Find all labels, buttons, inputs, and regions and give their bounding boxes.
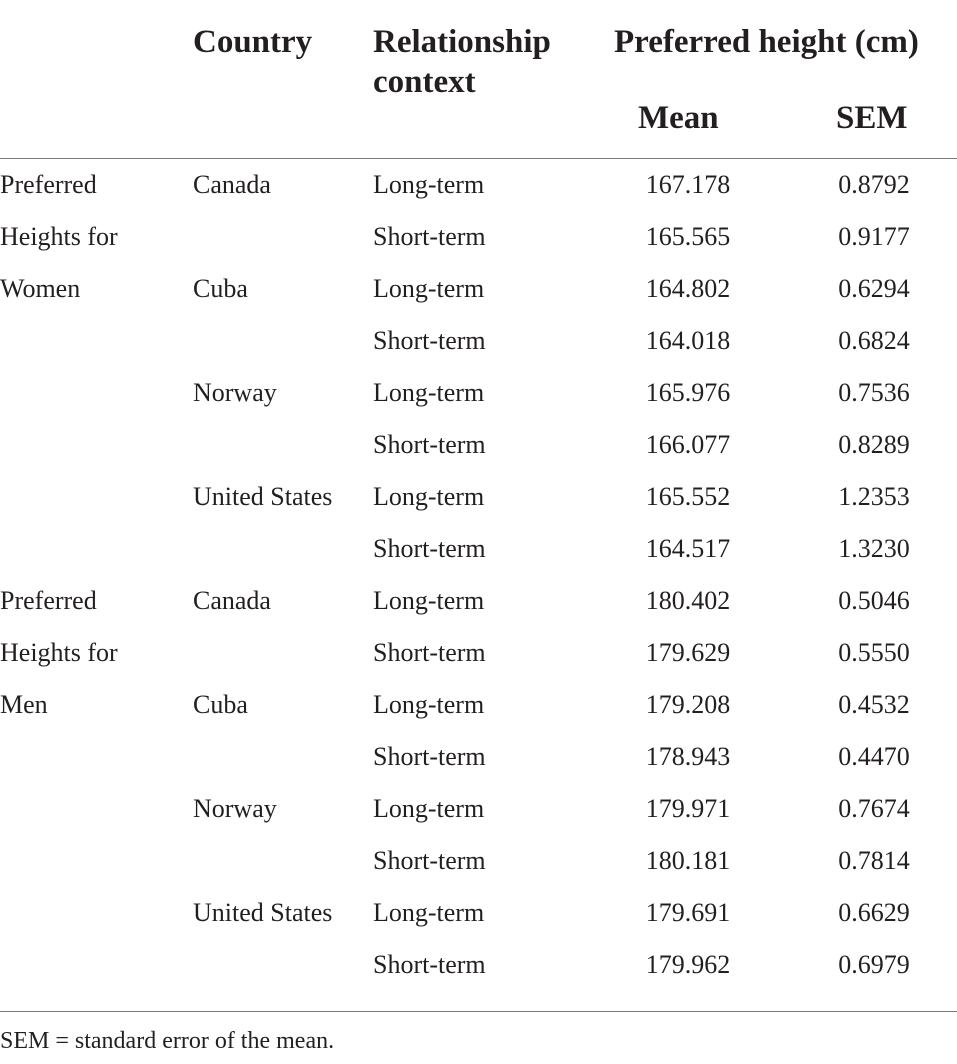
row-mean: 164.018 — [645, 326, 731, 355]
row-country: Cuba — [193, 690, 248, 719]
row-context: Long-term — [373, 274, 485, 303]
row-sem: 0.8792 — [838, 170, 910, 199]
row-mean: 179.629 — [645, 638, 731, 667]
row-context: Long-term — [373, 794, 485, 823]
row-mean: 179.691 — [645, 898, 731, 927]
row-context: Short-term — [373, 950, 486, 979]
row-country: United States — [193, 482, 333, 511]
row-context: Short-term — [373, 846, 486, 875]
row-context: Long-term — [373, 378, 485, 407]
group-men-line3: Men — [0, 690, 48, 719]
row-mean: 180.181 — [645, 846, 731, 875]
group-women-line3: Women — [0, 274, 81, 303]
group-women-line2: Heights for — [0, 222, 118, 251]
row-country: Cuba — [193, 274, 248, 303]
row-sem: 1.2353 — [838, 482, 910, 511]
header-mean: Mean — [638, 100, 719, 136]
row-mean: 166.077 — [645, 430, 731, 459]
bottom-rule — [0, 1011, 957, 1012]
group-men-line2: Heights for — [0, 638, 118, 667]
header-preferred-height: Preferred height (cm) — [614, 24, 919, 60]
row-sem: 0.6294 — [838, 274, 910, 303]
row-sem: 1.3230 — [838, 534, 910, 563]
row-mean: 179.208 — [645, 690, 731, 719]
row-sem: 0.5046 — [838, 586, 910, 615]
row-sem: 0.4470 — [838, 742, 910, 771]
row-mean: 165.552 — [645, 482, 731, 511]
row-country: Canada — [193, 586, 271, 615]
row-mean: 164.517 — [645, 534, 731, 563]
row-sem: 0.7536 — [838, 378, 910, 407]
header-sem: SEM — [836, 100, 908, 136]
row-mean: 164.802 — [645, 274, 731, 303]
row-context: Short-term — [373, 326, 486, 355]
row-country: Norway — [193, 378, 277, 407]
row-context: Long-term — [373, 586, 485, 615]
row-country: Canada — [193, 170, 271, 199]
row-country: United States — [193, 898, 333, 927]
row-context: Short-term — [373, 222, 486, 251]
row-sem: 0.9177 — [838, 222, 910, 251]
row-context: Long-term — [373, 690, 485, 719]
row-mean: 178.943 — [645, 742, 731, 771]
row-context: Long-term — [373, 482, 485, 511]
row-context: Long-term — [373, 898, 485, 927]
row-mean: 165.565 — [645, 222, 731, 251]
row-sem: 0.5550 — [838, 638, 910, 667]
row-context: Long-term — [373, 170, 485, 199]
row-mean: 180.402 — [645, 586, 731, 615]
row-sem: 0.7674 — [838, 794, 910, 823]
row-sem: 0.8289 — [838, 430, 910, 459]
row-context: Short-term — [373, 534, 486, 563]
row-sem: 0.6979 — [838, 950, 910, 979]
row-context: Short-term — [373, 430, 486, 459]
row-sem: 0.6824 — [838, 326, 910, 355]
header-rule — [0, 158, 957, 159]
row-context: Short-term — [373, 638, 486, 667]
row-sem: 0.4532 — [838, 690, 910, 719]
row-mean: 179.971 — [645, 794, 731, 823]
row-mean: 165.976 — [645, 378, 731, 407]
header-relationship-line1: Relationship — [373, 24, 551, 60]
row-context: Short-term — [373, 742, 486, 771]
group-women-line1: Preferred — [0, 170, 97, 199]
row-mean: 167.178 — [645, 170, 731, 199]
row-sem: 0.6629 — [838, 898, 910, 927]
header-relationship-line2: context — [373, 64, 476, 100]
footnote: SEM = standard error of the mean. — [0, 1028, 335, 1054]
row-mean: 179.962 — [645, 950, 731, 979]
group-men-line1: Preferred — [0, 586, 97, 615]
row-sem: 0.7814 — [838, 846, 910, 875]
row-country: Norway — [193, 794, 277, 823]
header-country: Country — [193, 24, 313, 60]
